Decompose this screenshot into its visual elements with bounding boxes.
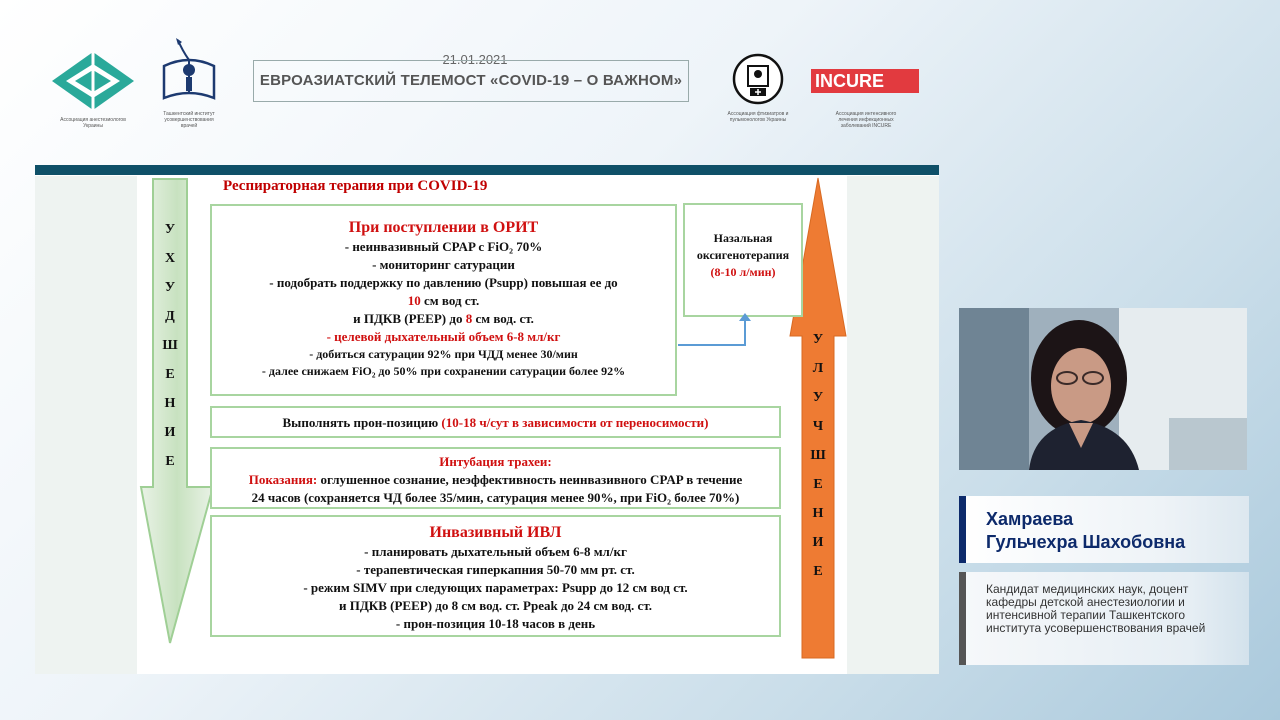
- slide-title: Респираторная терапия при COVID-19: [223, 178, 488, 194]
- arrow-letter: И: [164, 425, 176, 440]
- intubation-line: [212, 471, 779, 489]
- arrow-letter: И: [812, 535, 824, 550]
- logo-caption: Ассоциация анестезиологов Украины: [60, 117, 126, 129]
- orit-text: и ПДКВ (PEEP) до: [353, 311, 466, 326]
- prone-position-box: [210, 406, 781, 438]
- arrow-letter: Ч: [812, 419, 824, 434]
- orit-text: -: [326, 329, 335, 344]
- orit-text: см вод. ст.: [472, 311, 534, 326]
- arrow-letter: Д: [165, 309, 175, 324]
- deterioration-letters: [156, 215, 184, 476]
- incure-brand: INCURE: [815, 71, 885, 91]
- phthisiologists-logo: [718, 52, 798, 130]
- ivl-line: - терапевтическая гиперкапния 50-70 мм рт. ст.: [356, 562, 635, 577]
- orit-line: [212, 292, 675, 310]
- slide-top-bar: [35, 165, 939, 175]
- nasal-line: Назальная: [713, 231, 773, 245]
- speaker-description: Кандидат медицинских наук, доцент кафедры детской анестезиологии и интенсивной терапии Ташкентского института усовершенствования врачей: [986, 582, 1206, 635]
- arrow-letter: Л: [812, 361, 824, 376]
- intubation-box: [210, 447, 781, 509]
- speaker-surname: Хамраева: [986, 509, 1074, 529]
- arrow-letter: Х: [164, 251, 176, 266]
- tashkent-institute-logo: [156, 36, 222, 132]
- arrow-letter: Е: [813, 477, 823, 492]
- orit-line: [212, 328, 675, 346]
- intubation-line: 24 часов (сохраняется ЧД более 35/мин, сатурация менее 90%, при FiO₂ более 70%): [251, 490, 740, 505]
- arrow-letter: Н: [812, 506, 824, 521]
- prone-text: Выполнять прон-позицию: [282, 415, 442, 430]
- anesthesiologists-logo: [50, 50, 136, 130]
- orit-line: - подобрать поддержку по давлению (Psupp) повышая ее до: [269, 275, 618, 290]
- event-title-box: [253, 60, 689, 102]
- arrow-letter: У: [164, 222, 176, 237]
- arrow-letter: Е: [165, 454, 175, 469]
- slide-right-margin: [847, 176, 939, 674]
- logo-caption: Ассоциация фтизиатров и пульмонологов Украины: [727, 111, 789, 123]
- incure-logo: [811, 69, 919, 93]
- intubation-heading: Интубация трахеи:: [439, 454, 552, 469]
- orit-text: см вод ст.: [420, 293, 480, 308]
- arrow-letter: У: [812, 332, 824, 347]
- ivl-heading: Инвазивный ИВЛ: [429, 524, 562, 541]
- intubation-text: оглушенное сознание, неэффективность неинвазивного CPAP в течение: [317, 472, 743, 487]
- orit-target-volume: целевой дыхательный объем 6-8 мл/кг: [334, 329, 561, 344]
- orit-line: [212, 310, 675, 328]
- speaker-video: [959, 308, 1247, 470]
- event-date: 21.01.2021: [442, 52, 508, 67]
- ivl-line: и ПДКВ (PEEP) до 8 см вод. ст. Ppeak до 24 см вод. ст.: [339, 598, 652, 613]
- improvement-letters: [804, 325, 832, 586]
- indications-label: Показания:: [248, 472, 318, 487]
- event-title: ЕВРОАЗИАТСКИЙ ТЕЛЕМОСТ «COVID-19 – О ВАЖНОМ»: [259, 72, 683, 89]
- orit-value: 10: [407, 293, 421, 308]
- logo-caption: Ташкентский институт усовершенствования врачей: [163, 111, 215, 129]
- ivl-line: - планировать дыхательный объем 6-8 мл/кг: [364, 544, 627, 559]
- description-accent-bar: [959, 572, 966, 665]
- connector-arrow-icon: [676, 312, 756, 352]
- arrow-letter: У: [812, 390, 824, 405]
- orit-value: 8: [465, 311, 473, 326]
- speaker-name: [986, 508, 1185, 554]
- arrow-letter: Ш: [810, 448, 826, 463]
- orit-line: - мониторинг сатурации: [372, 257, 515, 272]
- slide-left-margin: [35, 176, 137, 674]
- nasal-flow: (8-10 л/мин): [710, 265, 776, 279]
- invasive-ventilation-box: [210, 515, 781, 637]
- orit-box: [210, 204, 677, 396]
- orit-heading: При поступлении в ОРИТ: [348, 219, 539, 236]
- arrow-letter: Ш: [162, 338, 178, 353]
- arrow-letter: Е: [813, 564, 823, 579]
- logo-caption: Ассоциация интенсивного лечения инфекционных заболеваний INCURE: [835, 111, 897, 129]
- arrow-letter: Н: [164, 396, 176, 411]
- ivl-line: - режим SIMV при следующих параметрах: Psupp до 12 см вод ст.: [303, 580, 688, 595]
- nasal-line: оксигенотерапия: [696, 248, 790, 262]
- ivl-line: - прон-позиция 10-18 часов в день: [395, 616, 596, 631]
- name-accent-bar: [959, 496, 966, 563]
- speaker-given-name: Гульчехра Шахобовна: [986, 532, 1186, 552]
- arrow-letter: У: [164, 280, 176, 295]
- orit-line: - добиться сатурации 92% при ЧДД менее 30/мин: [309, 347, 578, 361]
- arrow-letter: Е: [165, 367, 175, 382]
- orit-line: - далее снижаем FiO₂ до 50% при сохранении сатурации более 92%: [261, 364, 626, 378]
- prone-hours: (10-18 ч/сут в зависимости от переносимости): [441, 415, 709, 430]
- orit-line: - неинвазивный CPAP с FiO₂ 70%: [344, 239, 543, 254]
- nasal-therapy-box: [683, 203, 803, 317]
